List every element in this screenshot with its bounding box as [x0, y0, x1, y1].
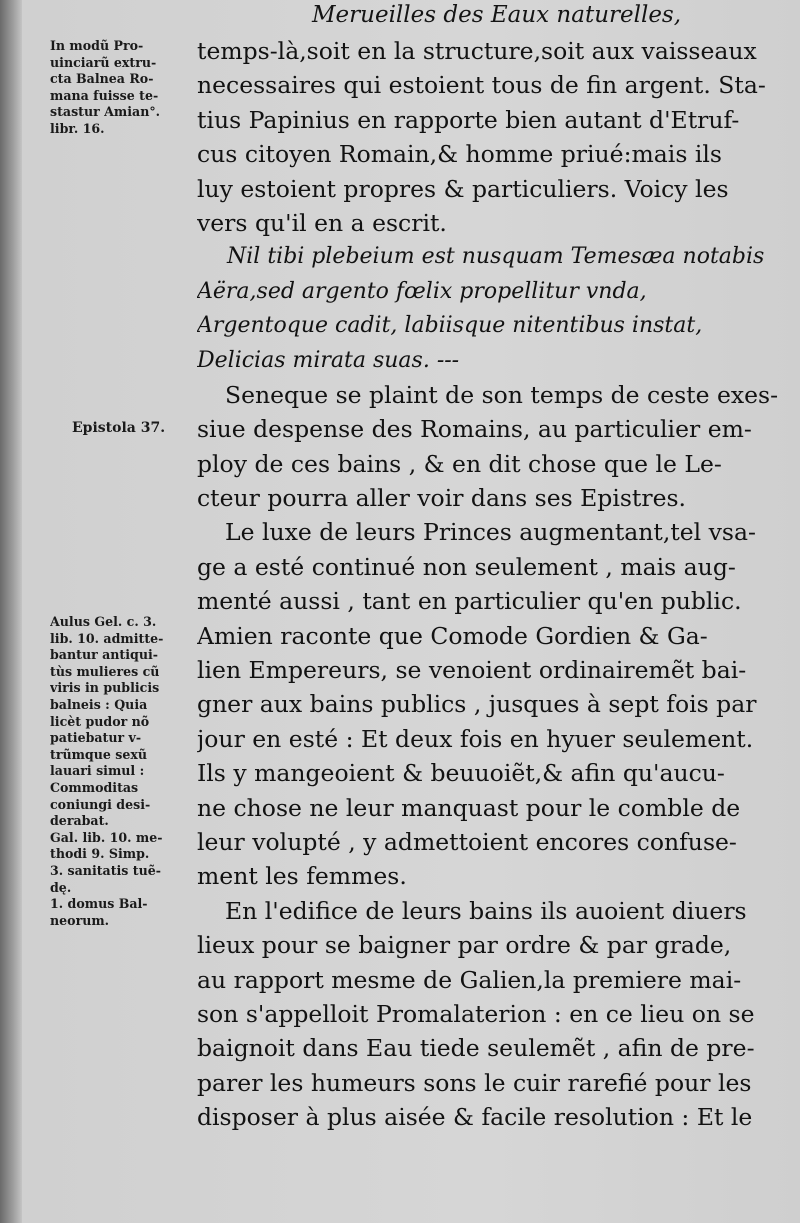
- verse-line: Argentoque cadit, labiisque nitentibus instat,: [197, 313, 703, 339]
- body-line: ne chose ne leur manquast pour le comble de: [197, 793, 741, 822]
- body-line: son s'appelloit Promalaterion : en ce lieu on se: [197, 999, 755, 1028]
- margin-note-line: mana fuisse te-: [50, 87, 159, 103]
- page-gutter: [0, 0, 22, 1223]
- body-line: cus citoyen Romain,& homme priué:mais ils: [197, 140, 722, 169]
- body-line: leur volupté , y admettoient encores confuse-: [197, 827, 737, 856]
- body-line: vers qu'il en a escrit.: [197, 208, 447, 237]
- margin-note-line: viris in publicis: [50, 680, 160, 696]
- margin-note-line: balneis : Quia: [50, 696, 148, 712]
- body-line: En l'edifice de leurs bains ils auoient diuers: [225, 896, 747, 925]
- body-line: Ils y mangeoient & beuuoiẽt,& afin qu'aucu-: [197, 759, 725, 788]
- body-line: jour en esté : Et deux fois en hyuer seulement.: [197, 724, 754, 753]
- margin-note-line: uinciarũ extru-: [50, 54, 157, 70]
- margin-note-line: Commoditas: [50, 779, 139, 795]
- margin-note-line: thodi 9. Simp.: [50, 846, 150, 862]
- margin-note-line: Gal. lib. 10. me-: [50, 829, 163, 845]
- margin-note-line: stastur Amian°.: [50, 104, 161, 120]
- margin-note-line: derabat.: [50, 813, 109, 829]
- body-line: gner aux bains publics , jusques à sept fois par: [197, 690, 757, 719]
- body-line: ploy de ces bains , & en dit chose que le Le-: [197, 449, 722, 478]
- margin-note-line: tùs mulieres cũ: [50, 663, 160, 679]
- margin-note-line: trũmque sexũ: [50, 746, 148, 762]
- body-line: lieux pour se baigner par ordre & par grade,: [197, 931, 732, 960]
- margin-note-line: Aulus Gel. c. 3.: [50, 614, 157, 629]
- margin-note-line: patiebatur v-: [50, 730, 142, 746]
- margin-note-line: cta Balnea Ro-: [50, 71, 154, 87]
- body-line: lien Empereurs, se venoient ordinairemẽt bai-: [197, 656, 747, 685]
- margin-note-gellius: [50, 614, 196, 929]
- margin-note-line: lauari simul :: [50, 763, 145, 779]
- body-line: tius Papinius en rapporte bien autant d'Etruf-: [197, 105, 740, 134]
- margin-note-ammianus: [50, 38, 196, 138]
- verse-line: Nil tibi plebeium est nusquam Temesæa notabis: [227, 244, 765, 270]
- running-head: Merueilles des Eaux naturelles,: [312, 2, 682, 28]
- verse-line: Delicias mirata suas. ---: [197, 347, 460, 373]
- body-line: menté aussi , tant en particulier qu'en public.: [197, 587, 742, 616]
- body-line: ment les femmes.: [197, 862, 407, 891]
- margin-note-line: neorum.: [50, 912, 110, 928]
- body-line: parer les humeurs sons le cuir rarefié pour les: [197, 1068, 752, 1097]
- margin-note-line: coniungi desi-: [50, 796, 151, 812]
- margin-note-line: 1. domus Bal-: [50, 896, 148, 912]
- body-line: au rapport mesme de Galien,la premiere mai-: [197, 965, 742, 994]
- margin-note-line: 3. sanitatis tuẽ-: [50, 862, 161, 878]
- margin-note-line: lib. 10. admitte-: [50, 630, 164, 646]
- body-line: necessaires qui estoient tous de fin argent. Sta-: [197, 71, 766, 100]
- body-line: ge a esté continué non seulement , mais aug-: [197, 552, 736, 581]
- body-line: cteur pourra aller voir dans ses Epistres.: [197, 484, 687, 513]
- body-line: disposer à plus aisée & facile resolution : Et le: [197, 1103, 753, 1132]
- body-line: Seneque se plaint de son temps de ceste exes-: [225, 380, 779, 409]
- body-line: baignoit dans Eau tiede seulemẽt , afin de pre-: [197, 1034, 755, 1063]
- margin-note-line: In modũ Pro-: [50, 38, 144, 53]
- margin-note-line: Epistola 37.: [72, 420, 166, 436]
- body-line: Amien raconte que Comode Gordien & Ga-: [197, 621, 708, 650]
- body-line: Le luxe de leurs Princes augmentant,tel vsa-: [225, 518, 756, 547]
- margin-note-epistola: [72, 420, 218, 437]
- margin-note-line: licèt pudor nõ: [50, 713, 150, 729]
- margin-note-line: dę.: [50, 879, 72, 895]
- body-line: luy estoient propres & particuliers. Voicy les: [197, 174, 729, 203]
- body-line: temps-là,soit en la structure,soit aux vaisseaux: [197, 37, 757, 65]
- main-text-column: [197, 34, 787, 1135]
- margin-note-line: libr. 16.: [50, 120, 105, 136]
- margin-note-line: bantur antiqui-: [50, 647, 159, 663]
- verse-line: Aëra,sed argento fœlix propellitur vnda,: [197, 278, 647, 304]
- body-line: siue despense des Romains, au particulier em-: [197, 415, 752, 444]
